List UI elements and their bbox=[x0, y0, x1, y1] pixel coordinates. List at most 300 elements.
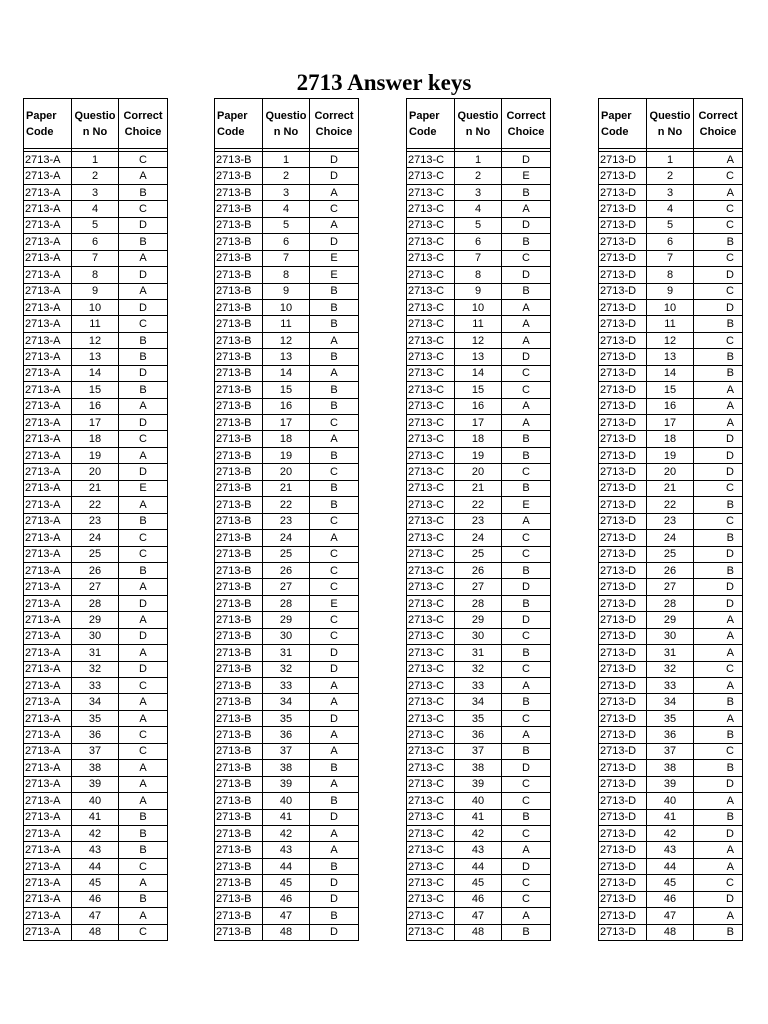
correct-choice-cell: D bbox=[502, 579, 551, 595]
header-correct-choice-line: Choice bbox=[699, 125, 737, 138]
question-number-cell: 22 bbox=[72, 497, 119, 513]
question-number-cell: 9 bbox=[263, 283, 310, 299]
table-row bbox=[599, 579, 743, 595]
question-number-cell: 35 bbox=[455, 710, 502, 726]
table-row bbox=[407, 710, 551, 726]
correct-choice-cell: B bbox=[694, 530, 743, 546]
correct-choice-cell: B bbox=[310, 316, 359, 332]
correct-choice-cell: A bbox=[310, 365, 359, 381]
table-row bbox=[24, 267, 168, 283]
question-number-cell: 7 bbox=[72, 250, 119, 266]
table-row bbox=[215, 776, 359, 792]
table-row bbox=[215, 875, 359, 891]
question-number-cell: 3 bbox=[72, 184, 119, 200]
table-row bbox=[24, 217, 168, 233]
correct-choice-cell: B bbox=[694, 727, 743, 743]
paper-code-cell: 2713-D bbox=[599, 530, 647, 546]
correct-choice-cell: C bbox=[310, 464, 359, 480]
header-question-no-line: n No bbox=[273, 125, 299, 138]
correct-choice-cell: C bbox=[119, 546, 168, 562]
correct-choice-cell: C bbox=[694, 201, 743, 217]
question-number-cell: 20 bbox=[263, 464, 310, 480]
correct-choice-cell: D bbox=[119, 628, 168, 644]
table-row bbox=[24, 793, 168, 809]
question-number-cell: 35 bbox=[263, 710, 310, 726]
correct-choice-cell: A bbox=[119, 612, 168, 628]
question-number-cell: 37 bbox=[647, 743, 694, 759]
correct-choice-cell: B bbox=[119, 332, 168, 348]
question-number-cell: 17 bbox=[647, 415, 694, 431]
paper-code-cell: 2713-D bbox=[599, 480, 647, 496]
correct-choice-cell: C bbox=[310, 579, 359, 595]
question-number-cell: 11 bbox=[263, 316, 310, 332]
header-question-no-line: Questio bbox=[457, 109, 499, 122]
header-correct-choice bbox=[502, 99, 551, 149]
table-row bbox=[599, 382, 743, 398]
paper-code-cell: 2713-A bbox=[24, 595, 72, 611]
question-number-cell: 32 bbox=[263, 661, 310, 677]
correct-choice-cell: E bbox=[310, 250, 359, 266]
question-number-cell: 43 bbox=[263, 842, 310, 858]
paper-code-cell: 2713-B bbox=[215, 316, 263, 332]
question-number-cell: 35 bbox=[647, 710, 694, 726]
question-number-cell: 13 bbox=[263, 349, 310, 365]
question-number-cell: 13 bbox=[455, 349, 502, 365]
correct-choice-cell: B bbox=[502, 431, 551, 447]
table-row bbox=[599, 645, 743, 661]
question-number-cell: 37 bbox=[72, 743, 119, 759]
paper-code-cell: 2713-B bbox=[215, 415, 263, 431]
paper-code-cell: 2713-C bbox=[407, 349, 455, 365]
table-row bbox=[599, 415, 743, 431]
paper-code-cell: 2713-B bbox=[215, 267, 263, 283]
question-number-cell: 21 bbox=[455, 480, 502, 496]
paper-code-cell: 2713-D bbox=[599, 546, 647, 562]
question-number-cell: 17 bbox=[72, 415, 119, 431]
correct-choice-cell: D bbox=[694, 891, 743, 907]
paper-code-cell: 2713-C bbox=[407, 316, 455, 332]
correct-choice-cell: A bbox=[694, 793, 743, 809]
table-row bbox=[407, 793, 551, 809]
question-number-cell: 25 bbox=[455, 546, 502, 562]
table-row bbox=[599, 480, 743, 496]
correct-choice-cell: E bbox=[502, 497, 551, 513]
table-row bbox=[215, 924, 359, 940]
table-row bbox=[599, 398, 743, 414]
correct-choice-cell: C bbox=[502, 382, 551, 398]
table-row bbox=[24, 201, 168, 217]
question-number-cell: 9 bbox=[72, 283, 119, 299]
header-question-no-line: n No bbox=[465, 125, 491, 138]
paper-code-cell: 2713-C bbox=[407, 595, 455, 611]
paper-code-cell: 2713-B bbox=[215, 825, 263, 841]
paper-code-cell: 2713-A bbox=[24, 628, 72, 644]
table-row bbox=[599, 316, 743, 332]
header-question-no bbox=[647, 99, 694, 149]
table-row bbox=[407, 743, 551, 759]
question-number-cell: 30 bbox=[647, 628, 694, 644]
question-number-cell: 19 bbox=[263, 447, 310, 463]
paper-code-cell: 2713-D bbox=[599, 809, 647, 825]
paper-code-cell: 2713-C bbox=[407, 464, 455, 480]
table-row bbox=[24, 776, 168, 792]
paper-code-cell: 2713-A bbox=[24, 645, 72, 661]
table-row bbox=[407, 645, 551, 661]
paper-code-cell: 2713-B bbox=[215, 497, 263, 513]
question-number-cell: 45 bbox=[647, 875, 694, 891]
paper-code-cell: 2713-B bbox=[215, 858, 263, 874]
paper-code-cell: 2713-B bbox=[215, 562, 263, 578]
question-number-cell: 32 bbox=[647, 661, 694, 677]
header-correct-choice bbox=[310, 99, 359, 149]
correct-choice-cell: D bbox=[119, 299, 168, 315]
header-paper-code bbox=[215, 99, 263, 149]
question-number-cell: 26 bbox=[455, 562, 502, 578]
correct-choice-cell: A bbox=[310, 842, 359, 858]
question-number-cell: 8 bbox=[72, 267, 119, 283]
table-row bbox=[215, 710, 359, 726]
table-row bbox=[599, 825, 743, 841]
paper-code-cell: 2713-A bbox=[24, 858, 72, 874]
table-row bbox=[24, 825, 168, 841]
header-correct-choice-line: Correct bbox=[698, 109, 738, 122]
table-row bbox=[24, 628, 168, 644]
paper-code-cell: 2713-A bbox=[24, 152, 72, 168]
paper-code-cell: 2713-C bbox=[407, 612, 455, 628]
table-row bbox=[24, 678, 168, 694]
paper-code-cell: 2713-A bbox=[24, 612, 72, 628]
correct-choice-cell: D bbox=[310, 875, 359, 891]
question-number-cell: 46 bbox=[455, 891, 502, 907]
paper-code-cell: 2713-A bbox=[24, 530, 72, 546]
answer-key-table bbox=[23, 98, 168, 941]
question-number-cell: 4 bbox=[263, 201, 310, 217]
paper-code-cell: 2713-B bbox=[215, 760, 263, 776]
correct-choice-cell: D bbox=[119, 267, 168, 283]
table-row bbox=[215, 415, 359, 431]
question-number-cell: 40 bbox=[647, 793, 694, 809]
paper-code-cell: 2713-C bbox=[407, 267, 455, 283]
paper-code-cell: 2713-C bbox=[407, 332, 455, 348]
table-row bbox=[599, 562, 743, 578]
table-row bbox=[599, 283, 743, 299]
paper-code-cell: 2713-D bbox=[599, 398, 647, 414]
table-row bbox=[215, 661, 359, 677]
correct-choice-cell: A bbox=[502, 842, 551, 858]
question-number-cell: 21 bbox=[72, 480, 119, 496]
table-row bbox=[407, 891, 551, 907]
question-number-cell: 47 bbox=[72, 908, 119, 924]
correct-choice-cell: B bbox=[502, 743, 551, 759]
correct-choice-cell: B bbox=[502, 924, 551, 940]
paper-code-cell: 2713-A bbox=[24, 825, 72, 841]
question-number-cell: 16 bbox=[263, 398, 310, 414]
correct-choice-cell: D bbox=[502, 858, 551, 874]
correct-choice-cell: D bbox=[310, 645, 359, 661]
paper-code-cell: 2713-B bbox=[215, 349, 263, 365]
table-row bbox=[215, 464, 359, 480]
table-row bbox=[599, 743, 743, 759]
table-row bbox=[407, 612, 551, 628]
table-row bbox=[599, 184, 743, 200]
paper-code-cell: 2713-D bbox=[599, 497, 647, 513]
paper-code-cell: 2713-D bbox=[599, 184, 647, 200]
table-row bbox=[215, 152, 359, 168]
correct-choice-cell: C bbox=[694, 661, 743, 677]
question-number-cell: 5 bbox=[647, 217, 694, 233]
question-number-cell: 8 bbox=[455, 267, 502, 283]
question-number-cell: 48 bbox=[647, 924, 694, 940]
question-number-cell: 47 bbox=[263, 908, 310, 924]
paper-code-cell: 2713-B bbox=[215, 431, 263, 447]
question-number-cell: 33 bbox=[647, 678, 694, 694]
header-paper-code-line: Paper bbox=[409, 109, 440, 122]
question-number-cell: 38 bbox=[647, 760, 694, 776]
paper-code-cell: 2713-D bbox=[599, 875, 647, 891]
question-number-cell: 38 bbox=[72, 760, 119, 776]
question-number-cell: 24 bbox=[263, 530, 310, 546]
correct-choice-cell: D bbox=[119, 464, 168, 480]
question-number-cell: 18 bbox=[455, 431, 502, 447]
correct-choice-cell: D bbox=[694, 299, 743, 315]
correct-choice-cell: A bbox=[119, 497, 168, 513]
paper-code-cell: 2713-D bbox=[599, 299, 647, 315]
table-row bbox=[215, 678, 359, 694]
table-row bbox=[599, 431, 743, 447]
correct-choice-cell: A bbox=[310, 332, 359, 348]
table-row bbox=[24, 760, 168, 776]
table-row bbox=[24, 398, 168, 414]
table-row bbox=[24, 858, 168, 874]
question-number-cell: 17 bbox=[263, 415, 310, 431]
paper-code-cell: 2713-A bbox=[24, 365, 72, 381]
table-row bbox=[407, 546, 551, 562]
question-number-cell: 11 bbox=[72, 316, 119, 332]
table-row bbox=[24, 464, 168, 480]
question-number-cell: 16 bbox=[455, 398, 502, 414]
correct-choice-cell: B bbox=[119, 809, 168, 825]
question-number-cell: 41 bbox=[72, 809, 119, 825]
table-row bbox=[215, 760, 359, 776]
paper-code-cell: 2713-B bbox=[215, 743, 263, 759]
paper-code-cell: 2713-B bbox=[215, 152, 263, 168]
paper-code-cell: 2713-D bbox=[599, 447, 647, 463]
question-number-cell: 27 bbox=[647, 579, 694, 595]
paper-code-cell: 2713-B bbox=[215, 530, 263, 546]
question-number-cell: 10 bbox=[455, 299, 502, 315]
question-number-cell: 39 bbox=[647, 776, 694, 792]
paper-code-cell: 2713-A bbox=[24, 234, 72, 250]
question-number-cell: 42 bbox=[263, 825, 310, 841]
table-row bbox=[407, 398, 551, 414]
correct-choice-cell: C bbox=[502, 661, 551, 677]
table-row bbox=[24, 332, 168, 348]
paper-code-cell: 2713-C bbox=[407, 562, 455, 578]
table-row bbox=[599, 612, 743, 628]
correct-choice-cell: B bbox=[694, 234, 743, 250]
paper-code-cell: 2713-A bbox=[24, 743, 72, 759]
table-row bbox=[215, 793, 359, 809]
paper-code-cell: 2713-B bbox=[215, 365, 263, 381]
question-number-cell: 12 bbox=[455, 332, 502, 348]
paper-code-cell: 2713-B bbox=[215, 710, 263, 726]
question-number-cell: 6 bbox=[263, 234, 310, 250]
table-row bbox=[215, 858, 359, 874]
table-row bbox=[24, 283, 168, 299]
paper-code-cell: 2713-D bbox=[599, 382, 647, 398]
paper-code-cell: 2713-C bbox=[407, 299, 455, 315]
correct-choice-cell: A bbox=[694, 908, 743, 924]
table-row bbox=[407, 283, 551, 299]
table-row bbox=[599, 678, 743, 694]
correct-choice-cell: B bbox=[694, 497, 743, 513]
table-row bbox=[215, 628, 359, 644]
table-row bbox=[407, 513, 551, 529]
table-row bbox=[599, 152, 743, 168]
correct-choice-cell: A bbox=[694, 858, 743, 874]
correct-choice-cell: C bbox=[310, 201, 359, 217]
question-number-cell: 39 bbox=[263, 776, 310, 792]
table-row bbox=[24, 924, 168, 940]
correct-choice-cell: C bbox=[310, 513, 359, 529]
correct-choice-cell: A bbox=[694, 710, 743, 726]
header-question-no-line: Questio bbox=[265, 109, 307, 122]
table-row bbox=[599, 661, 743, 677]
question-number-cell: 3 bbox=[263, 184, 310, 200]
question-number-cell: 18 bbox=[263, 431, 310, 447]
correct-choice-cell: B bbox=[694, 316, 743, 332]
table-row bbox=[407, 875, 551, 891]
correct-choice-cell: B bbox=[119, 382, 168, 398]
table-row bbox=[407, 152, 551, 168]
question-number-cell: 26 bbox=[647, 562, 694, 578]
answer-key-table bbox=[598, 98, 743, 941]
correct-choice-cell: C bbox=[694, 513, 743, 529]
question-number-cell: 36 bbox=[647, 727, 694, 743]
correct-choice-cell: A bbox=[119, 645, 168, 661]
table-row bbox=[599, 513, 743, 529]
paper-code-cell: 2713-D bbox=[599, 891, 647, 907]
paper-code-cell: 2713-D bbox=[599, 513, 647, 529]
correct-choice-cell: B bbox=[694, 760, 743, 776]
header-correct-choice-line: Choice bbox=[507, 125, 545, 138]
table-row bbox=[599, 267, 743, 283]
table-row bbox=[407, 480, 551, 496]
correct-choice-cell: C bbox=[502, 365, 551, 381]
header-correct-choice bbox=[694, 99, 743, 149]
correct-choice-cell: A bbox=[694, 628, 743, 644]
question-number-cell: 15 bbox=[647, 382, 694, 398]
table-row bbox=[215, 546, 359, 562]
table-row bbox=[599, 842, 743, 858]
correct-choice-cell: B bbox=[502, 283, 551, 299]
paper-code-cell: 2713-D bbox=[599, 415, 647, 431]
table-row bbox=[215, 612, 359, 628]
correct-choice-cell: B bbox=[310, 908, 359, 924]
table-row bbox=[24, 431, 168, 447]
question-number-cell: 20 bbox=[647, 464, 694, 480]
paper-code-cell: 2713-B bbox=[215, 908, 263, 924]
table-row bbox=[215, 645, 359, 661]
question-number-cell: 44 bbox=[455, 858, 502, 874]
paper-code-cell: 2713-C bbox=[407, 579, 455, 595]
table-row bbox=[599, 447, 743, 463]
question-number-cell: 4 bbox=[647, 201, 694, 217]
question-number-cell: 13 bbox=[647, 349, 694, 365]
correct-choice-cell: C bbox=[694, 283, 743, 299]
table-row bbox=[407, 776, 551, 792]
correct-choice-cell: C bbox=[310, 546, 359, 562]
correct-choice-cell: C bbox=[694, 875, 743, 891]
question-number-cell: 25 bbox=[647, 546, 694, 562]
correct-choice-cell: B bbox=[310, 793, 359, 809]
correct-choice-cell: C bbox=[502, 891, 551, 907]
table-row bbox=[215, 562, 359, 578]
correct-choice-cell: A bbox=[119, 579, 168, 595]
question-number-cell: 6 bbox=[455, 234, 502, 250]
table-row bbox=[407, 332, 551, 348]
question-number-cell: 48 bbox=[455, 924, 502, 940]
table-row bbox=[24, 612, 168, 628]
question-number-cell: 29 bbox=[455, 612, 502, 628]
question-number-cell: 14 bbox=[263, 365, 310, 381]
correct-choice-cell: D bbox=[502, 612, 551, 628]
table-row bbox=[215, 201, 359, 217]
correct-choice-cell: C bbox=[694, 480, 743, 496]
table-row bbox=[599, 694, 743, 710]
table-row bbox=[407, 184, 551, 200]
paper-code-cell: 2713-A bbox=[24, 694, 72, 710]
paper-code-cell: 2713-C bbox=[407, 365, 455, 381]
correct-choice-cell: A bbox=[502, 678, 551, 694]
question-number-cell: 47 bbox=[647, 908, 694, 924]
paper-code-cell: 2713-A bbox=[24, 480, 72, 496]
question-number-cell: 39 bbox=[72, 776, 119, 792]
correct-choice-cell: D bbox=[310, 891, 359, 907]
header-correct-choice-line: Choice bbox=[124, 125, 162, 138]
question-number-cell: 27 bbox=[455, 579, 502, 595]
paper-code-cell: 2713-C bbox=[407, 513, 455, 529]
question-number-cell: 33 bbox=[72, 678, 119, 694]
paper-code-cell: 2713-B bbox=[215, 283, 263, 299]
correct-choice-cell: D bbox=[502, 760, 551, 776]
paper-code-cell: 2713-D bbox=[599, 316, 647, 332]
correct-choice-cell: D bbox=[694, 447, 743, 463]
table-row bbox=[24, 891, 168, 907]
correct-choice-cell: B bbox=[310, 480, 359, 496]
question-number-cell: 5 bbox=[72, 217, 119, 233]
question-number-cell: 20 bbox=[455, 464, 502, 480]
paper-code-cell: 2713-B bbox=[215, 546, 263, 562]
table-row bbox=[407, 694, 551, 710]
paper-code-cell: 2713-C bbox=[407, 530, 455, 546]
question-number-cell: 40 bbox=[263, 793, 310, 809]
correct-choice-cell: B bbox=[310, 858, 359, 874]
table-row bbox=[407, 431, 551, 447]
paper-code-cell: 2713-C bbox=[407, 250, 455, 266]
correct-choice-cell: D bbox=[694, 431, 743, 447]
table-row bbox=[599, 530, 743, 546]
correct-choice-cell: A bbox=[310, 825, 359, 841]
correct-choice-cell: E bbox=[310, 595, 359, 611]
paper-code-cell: 2713-D bbox=[599, 250, 647, 266]
table-row bbox=[599, 776, 743, 792]
paper-code-cell: 2713-A bbox=[24, 184, 72, 200]
question-number-cell: 6 bbox=[72, 234, 119, 250]
header-question-no-line: Questio bbox=[649, 109, 691, 122]
table-row bbox=[599, 628, 743, 644]
paper-code-cell: 2713-C bbox=[407, 809, 455, 825]
